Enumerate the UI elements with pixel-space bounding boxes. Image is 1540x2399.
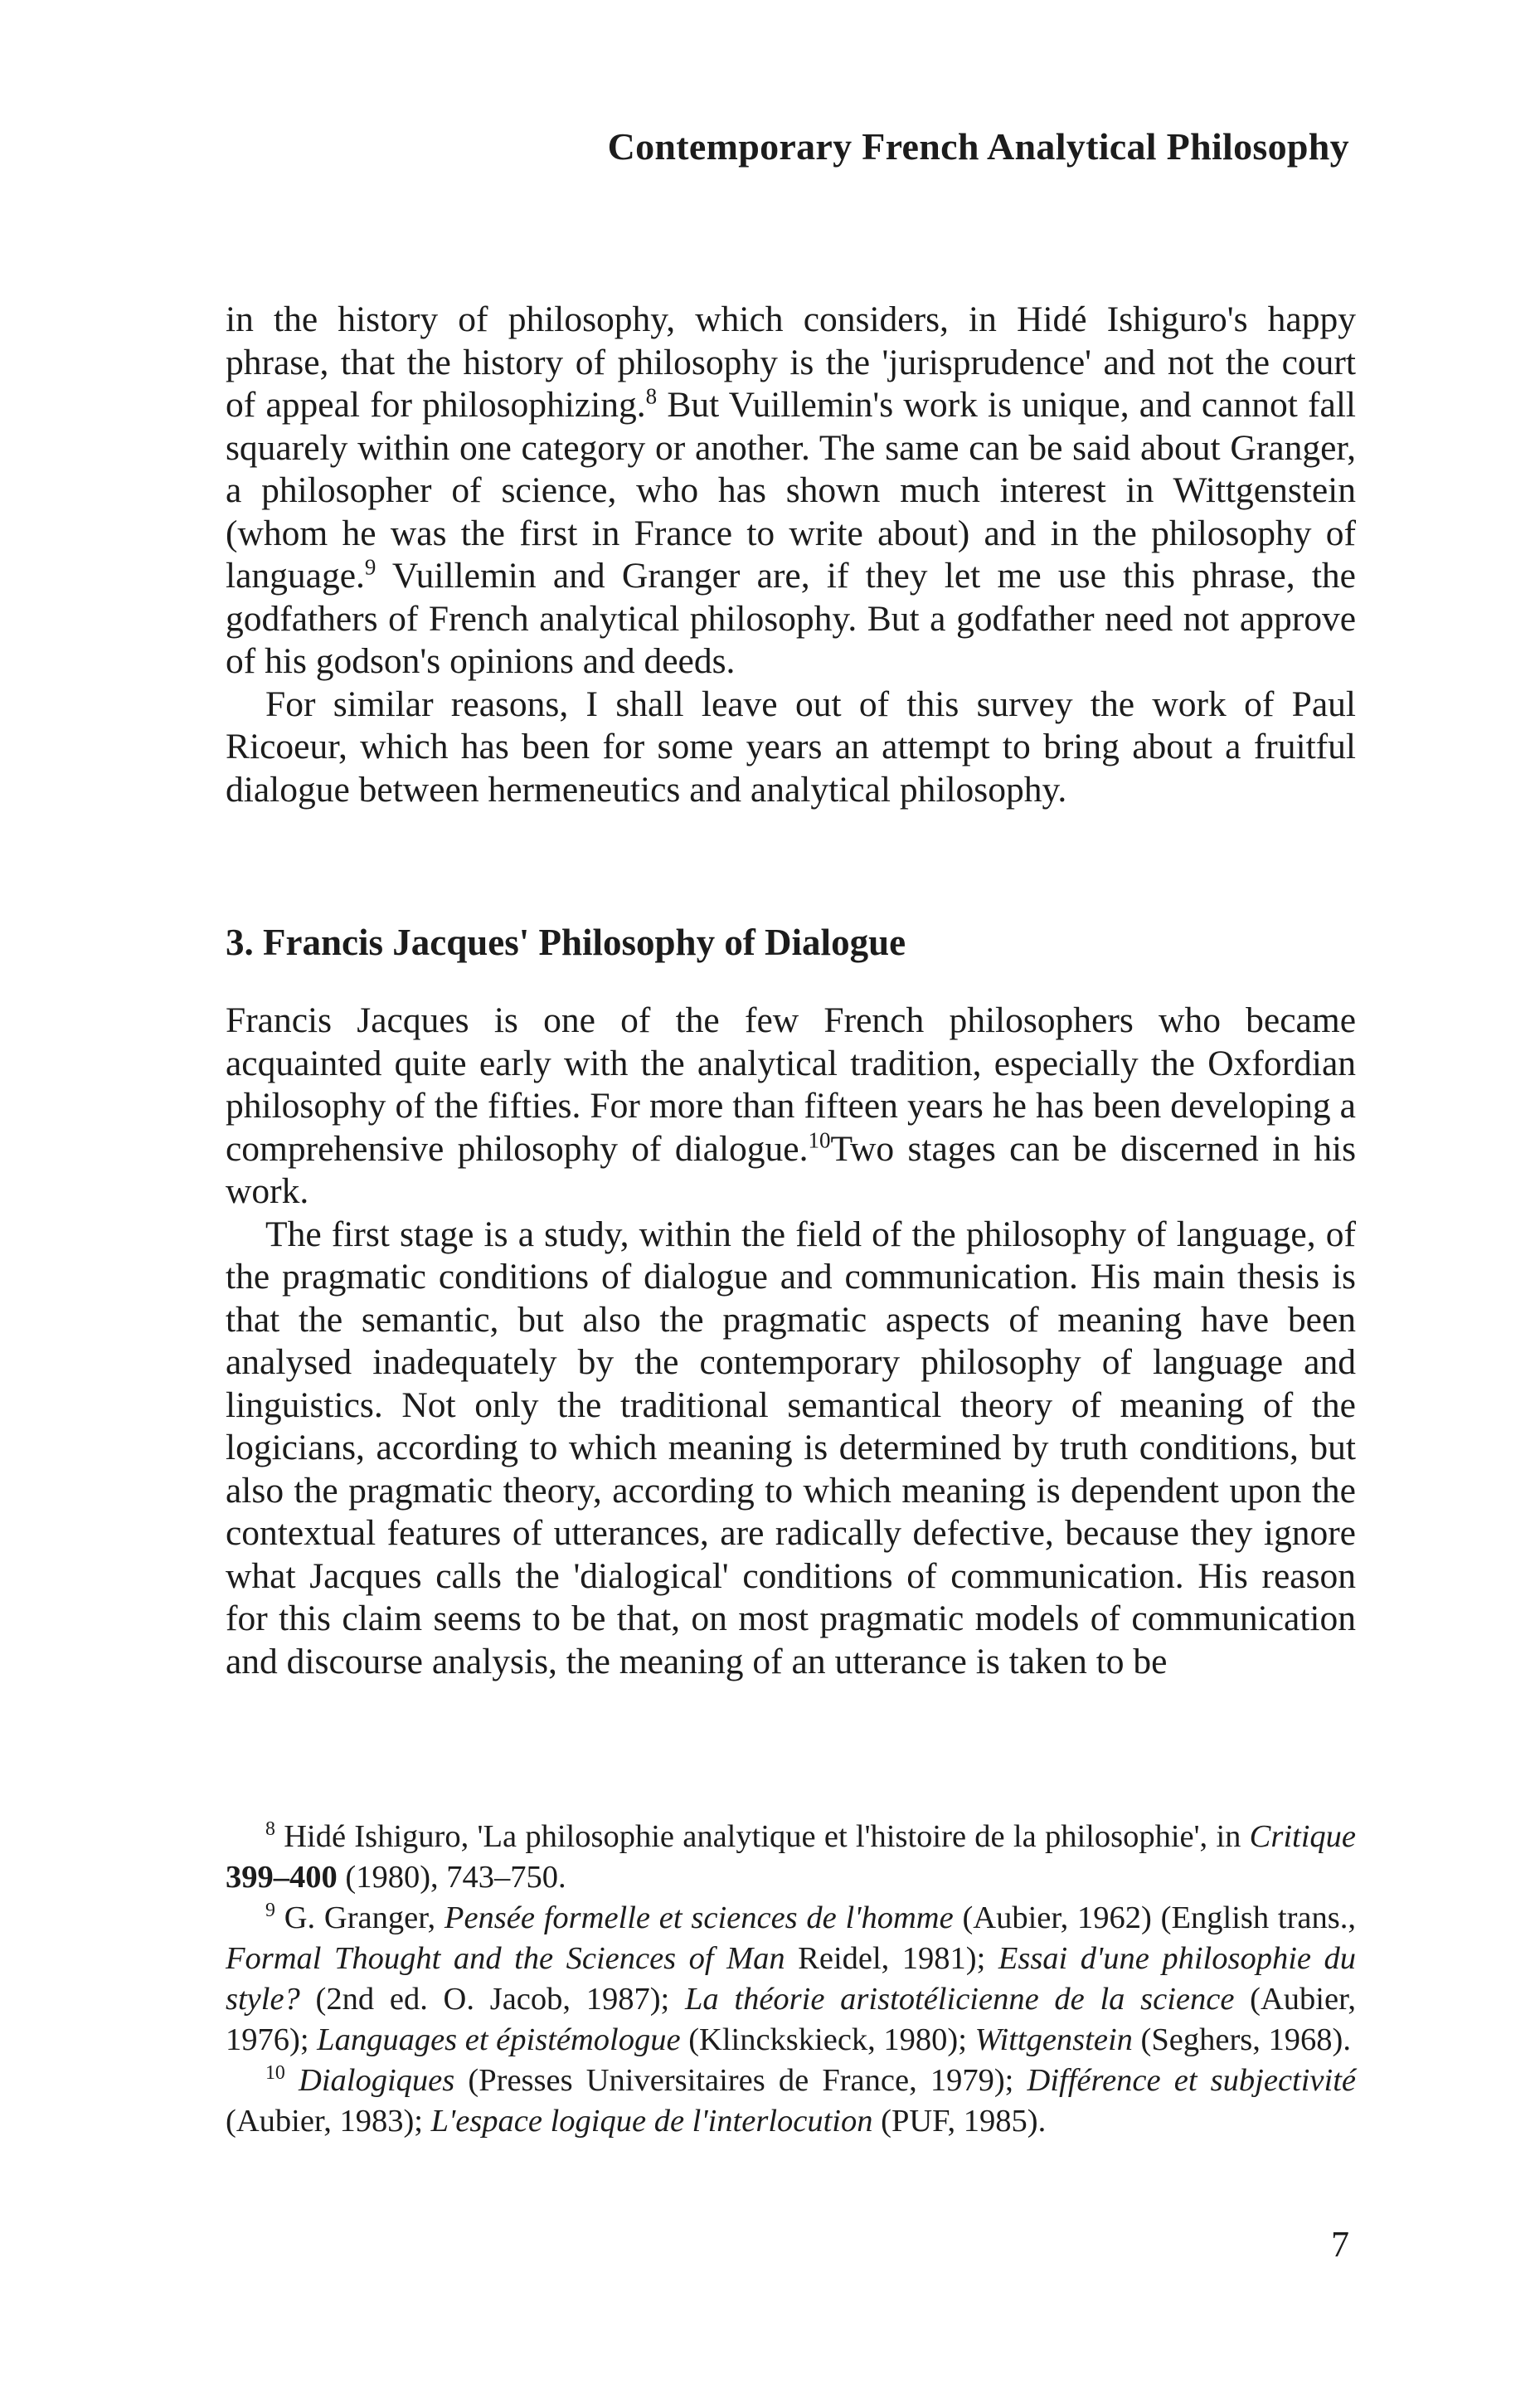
- text-run: But Vuillemin's work is unique, and cannot fall squarely within one category or another. The same can be said about Granger, a philosopher of science, who has shown much interest in Wittgenstein (whom he was the first in France to write about) and in the philosophy of language.: [226, 385, 1356, 596]
- book-title: Languages et épistémologue: [317, 2022, 681, 2057]
- text-run: (Aubier, 1976);: [226, 1982, 1356, 2057]
- body-text-section: [226, 1000, 1356, 1683]
- text-run: Reidel, 1981);: [785, 1941, 998, 1976]
- footnote-10: [226, 2061, 1356, 2142]
- footnotes: [226, 1817, 1356, 2142]
- text-run: (Seghers, 1968).: [1132, 2022, 1351, 2057]
- body-text-top: [226, 299, 1356, 811]
- paragraph-ricoeur: For similar reasons, I shall leave out of this survey the work of Paul Ricoeur, which has been for some years an attempt to bring about a fruitful dialogue between hermeneutics and analytical philosophy.: [226, 684, 1356, 810]
- text-run: (Aubier, 1983);: [226, 2104, 431, 2139]
- text-run: Hidé Ishiguro, 'La philosophie analytique et l'histoire de la philosophie', in: [274, 1819, 1250, 1854]
- page-number: 7: [1331, 2224, 1349, 2265]
- section-heading: 3. Francis Jacques' Philosophy of Dialogue: [226, 922, 906, 963]
- footnote-ref-8[interactable]: 8: [645, 383, 658, 409]
- text-run: G. Granger,: [274, 1900, 445, 1935]
- volume: 399–400: [226, 1860, 338, 1895]
- paragraph-continued: [226, 299, 1356, 684]
- text-run: (1980), 743–750.: [337, 1860, 566, 1895]
- text-run: (2nd ed. O. Jacob, 1987);: [299, 1982, 685, 2017]
- footnote-number: 8: [265, 1818, 275, 1841]
- footnote-number: 10: [265, 2062, 285, 2085]
- journal-title: Critique: [1249, 1819, 1356, 1854]
- book-title: Différence et subjectivité: [1027, 2063, 1356, 2098]
- text-run: (PUF, 1985).: [872, 2104, 1047, 2139]
- paragraph-first-stage: The first stage is a study, within the field of the philosophy of language, of the pragmatic conditions of dialogue and communication. His main thesis is that the semantic, but also the pragmatic aspects of meaning have been analysed inadequately by the contemporary philosophy of language and linguistics. Not only the traditional semantical theory of meaning of the logicians, according to which meaning is determined by truth conditions, but also the pragmatic theory, according to which meaning is dependent upon the contextual features of utterances, are radically defective, because they ignore what Jacques calls the 'dialogical' conditions of communication. His reason for this claim seems to be that, on most pragmatic models of communication and discourse analysis, the meaning of an utterance is taken to be: [226, 1214, 1356, 1681]
- footnote-number: 9: [265, 1900, 275, 1922]
- text-run: Vuillemin and Granger are, if they let me use this phrase, the godfathers of French analytical philosophy. But a godfather need not approve of his godson's opinions and deeds.: [226, 556, 1356, 681]
- book-title: Pensée formelle et sciences de l'homme: [444, 1900, 954, 1935]
- running-title: Contemporary French Analytical Philosophy: [607, 125, 1349, 168]
- book-title: L'espace logique de l'interlocution: [430, 2104, 873, 2139]
- footnote-ref-10[interactable]: 10: [808, 1127, 831, 1152]
- book-title: Dialogiques: [299, 2063, 455, 2098]
- book-title: Essai d'une philosophie du style?: [226, 1941, 1356, 2017]
- text-run: (Aubier, 1962) (English trans.,: [953, 1900, 1356, 1935]
- paragraph-jacques-intro: [226, 1000, 1356, 1214]
- text-run: (Presses Universitaires de France, 1979);: [454, 2063, 1027, 2098]
- footnote-ref-9[interactable]: 9: [364, 554, 376, 580]
- footnote-9: [226, 1898, 1356, 2061]
- text-run: Francis Jacques is one of the few French philosophers who became acquainted quite early with the analytical tradition, especially the Oxfordian philosophy of the fifties. For more than fifteen years he has been developing a comprehensive philosophy of dialogue.: [226, 1000, 1356, 1169]
- book-title: Formal Thought and the Sciences of Man: [226, 1941, 785, 1976]
- book-title: Wittgenstein: [974, 2022, 1133, 2057]
- text-run: (Klinckskieck, 1980);: [680, 2022, 975, 2057]
- text-run: in the history of philosophy, which considers, in Hidé Ishiguro's happy phrase, that the history of philosophy is the 'jurisprudence' and not the court of appeal for philosophizing.: [226, 299, 1356, 425]
- text-run: Two stages can be discerned in his work.: [226, 1128, 1356, 1211]
- footnote-8: [226, 1817, 1356, 1898]
- book-title: La théorie aristotélicienne de la science: [684, 1982, 1235, 2017]
